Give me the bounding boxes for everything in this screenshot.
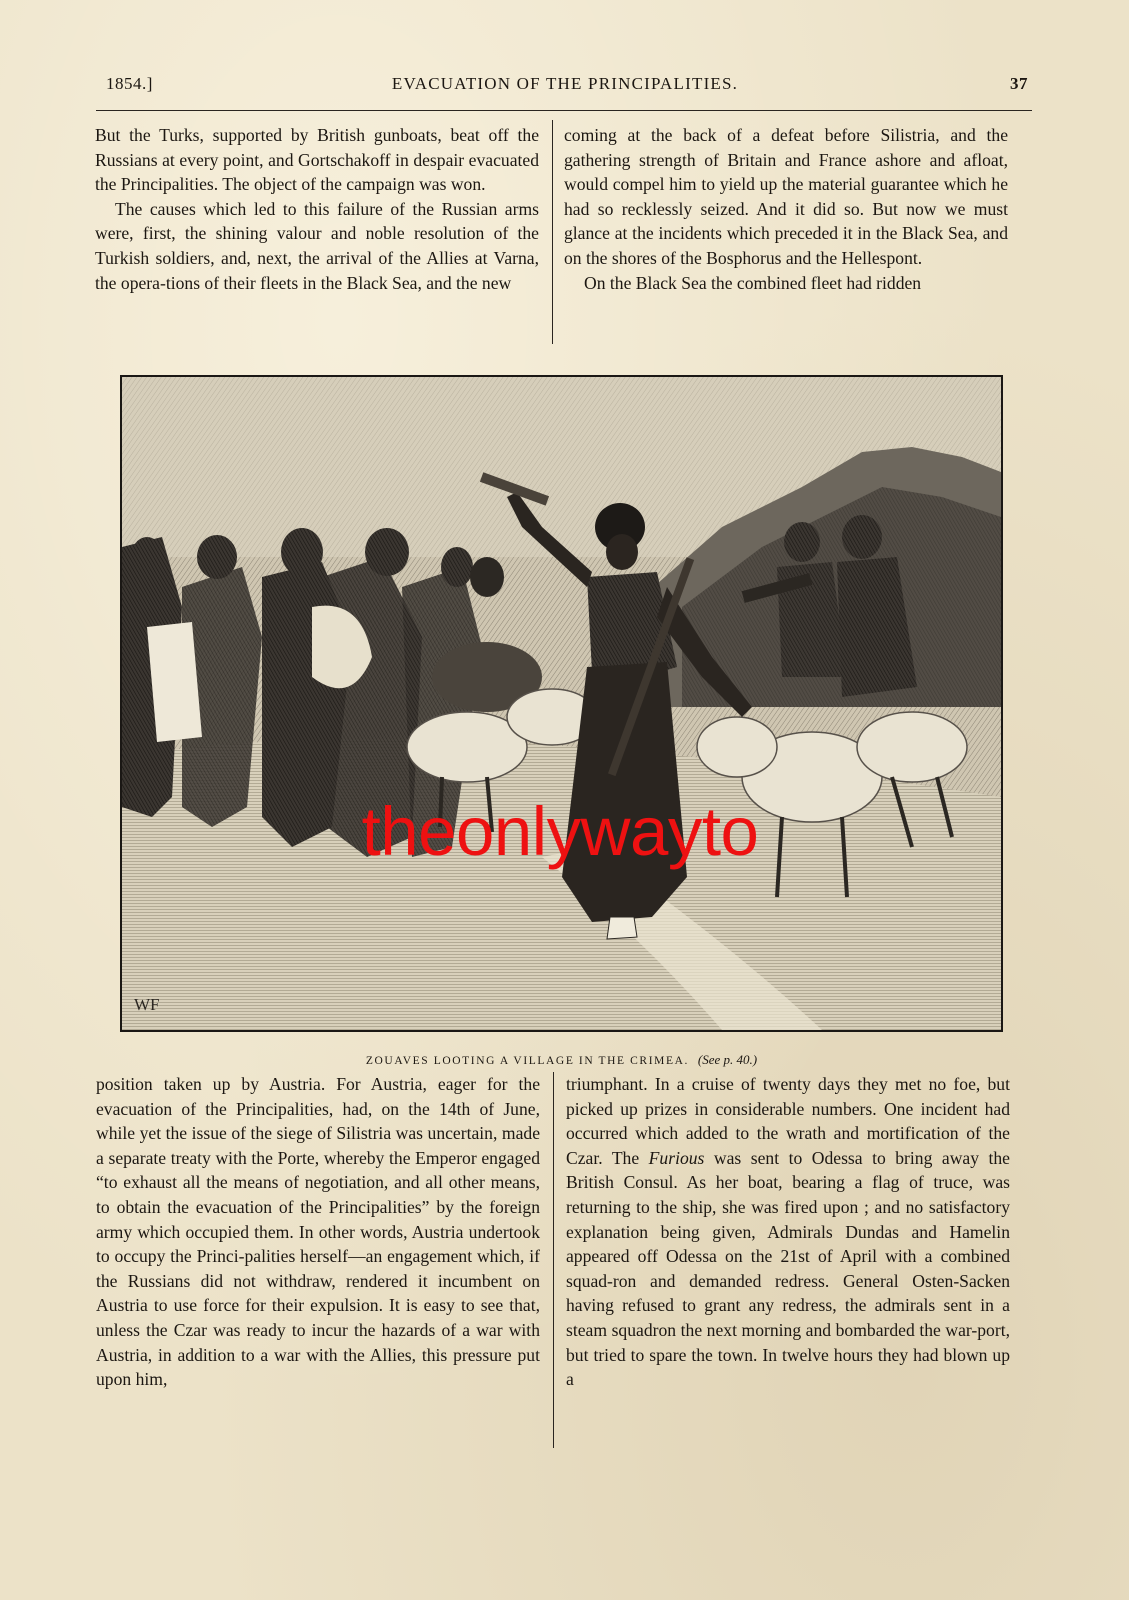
top-left-column: [95, 123, 539, 295]
paragraph: But the Turks, supported by British gunboats, beat off the Russians at every point, and Gortschakoff in despair evacuated the Principalities. The object of the campaign was won.: [95, 125, 539, 195]
bottom-right-column: [566, 1072, 1010, 1392]
paragraph: On the Black Sea the combined fleet had ridden: [584, 272, 922, 293]
paragraph: The causes which led to this failure of the Russian arms were, first, the shining valour and noble resolution of the Turkish soldiers, and, next, the arrival of the Allies at Varna, the opera-tions of their fleets in the Black Sea, and the new: [95, 198, 539, 293]
watermark-text: theonlywayto: [361, 793, 759, 870]
column-rule-bottom: [553, 1072, 554, 1448]
caption-text: ZOUAVES LOOTING A VILLAGE IN THE CRIMEA.: [365, 1055, 689, 1067]
header-rule: [96, 110, 1032, 111]
text-run: was sent to Odessa to bring away the British Consul. As her boat, bearing a flag of truce, was returning to the ship, she was fired upon ; and no satisfactory explanation being given, Admirals Dundas and Hamelin appeared off Odessa on the 21st of April with a combined squad-ron and demanded redress. General Osten-Sacken having refused to grant any redress, the admirals sent in a steam squadron the next morning and bombarded the war-port, but tried to spare the town. In twelve hours they had blown up a: [566, 1147, 1010, 1390]
artist-signature: WF: [134, 995, 160, 1014]
illustration-caption: [120, 1052, 1003, 1068]
caption-reference: (See p. 40.): [697, 1052, 758, 1067]
page-number: 37: [1010, 74, 1028, 93]
paragraph: coming at the back of a defeat before Silistria, and the gathering strength of Britain and France ashore and afloat, would compel him to yield up the material guarantee which he had so recklessly seized. And it did so. But now we must glance at the incidents which preceded it in the Black Sea, and on the shores of the Bosphorus and the Hellespont.: [564, 125, 1008, 268]
bottom-left-column: [96, 1072, 540, 1392]
header-year: 1854.]: [106, 74, 153, 93]
paragraph: position taken up by Austria. For Austria, eager for the evacuation of the Principalities, had, on the 14th of June, while yet the issue of the siege of Silistria was uncertain, made a separate treaty with the Porte, whereby the Emperor engaged “to exhaust all the means of negotiation, and all other means, to obtain the evacuation of the Principalities” by the foreign army which occupied them. In other words, Austria undertook to occupy the Princi-palities herself—an engagement which, if the Russians did not withdraw, rendered it incumbent on Austria to use force for their expulsion. It is easy to see that, unless the Czar was ready to incur the hazards of a war with Austria, in addition to a war with the Allies, this pressure put upon him,: [96, 1074, 540, 1390]
illustration-plate: [120, 375, 1003, 1032]
top-right-column: [564, 123, 1008, 295]
ship-name: Furious: [648, 1147, 705, 1168]
text-run: triumphant. In a cruise of twenty days they met no foe, but picked up prizes in considerable numbers. One incident had occurred which added to the wrath and mortification of the Czar. The: [566, 1074, 1010, 1168]
engraving-illustration: [122, 377, 1001, 1030]
running-head: [100, 74, 1030, 100]
header-title: EVACUATION OF THE PRINCIPALITIES.: [391, 74, 739, 93]
paragraph: [566, 1072, 1010, 1392]
column-rule-top: [552, 120, 553, 344]
